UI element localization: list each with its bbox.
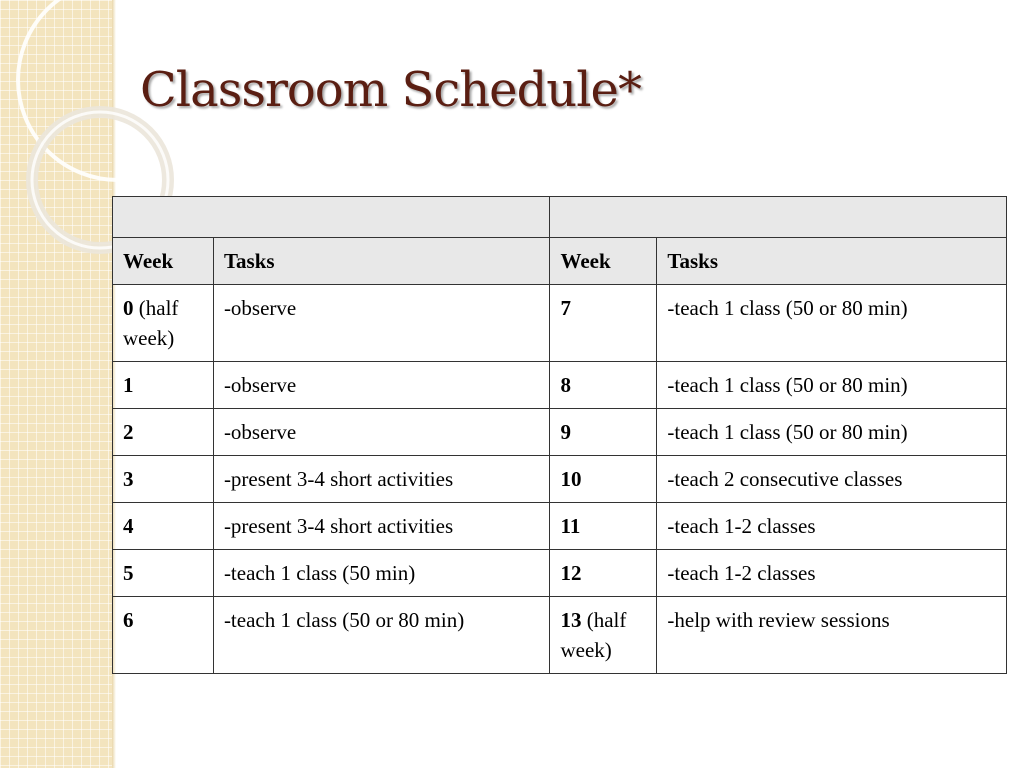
week-number: 10 [560,467,582,491]
week-number: 5 [123,561,134,585]
task-cell-left: -observe [213,409,550,456]
table-row [113,456,1007,503]
week-cell-right [550,597,657,674]
blank-cell-right [550,197,1007,238]
week-number: 2 [123,420,134,444]
header-tasks-right: Tasks [657,238,1007,285]
week-cell-right [550,362,657,409]
task-cell-right: -teach 1 class (50 or 80 min) [657,362,1007,409]
table-header-row [113,238,1007,285]
header-week-left: Week [113,238,214,285]
task-cell-left: -teach 1 class (50 or 80 min) [213,597,550,674]
header-tasks-left: Tasks [213,238,550,285]
week-cell-left [113,285,214,362]
task-cell-right: -teach 1-2 classes [657,550,1007,597]
week-number: 13 [560,608,582,632]
week-cell-left [113,503,214,550]
week-cell-left [113,456,214,503]
week-cell-right [550,409,657,456]
task-cell-left: -observe [213,285,550,362]
task-cell-right: -teach 1 class (50 or 80 min) [657,285,1007,362]
week-number: 3 [123,467,134,491]
week-number: 11 [560,514,581,538]
week-note: (half week) [560,608,627,662]
task-cell-right: -teach 1 class (50 or 80 min) [657,409,1007,456]
table-blank-row [113,197,1007,238]
week-cell-right [550,456,657,503]
schedule-table [112,196,1007,674]
week-number: 6 [123,608,134,632]
task-cell-left: -present 3-4 short activities [213,456,550,503]
week-cell-left [113,409,214,456]
week-number: 4 [123,514,134,538]
task-cell-left: -present 3-4 short activities [213,503,550,550]
week-number: 7 [560,296,571,320]
week-cell-right [550,550,657,597]
header-week-right: Week [550,238,657,285]
week-cell-left [113,550,214,597]
week-number: 12 [560,561,582,585]
table-row [113,409,1007,456]
blank-cell-left [113,197,550,238]
week-number: 0 [123,296,134,320]
task-cell-left: -teach 1 class (50 min) [213,550,550,597]
week-number: 1 [123,373,134,397]
table-row [113,503,1007,550]
task-cell-right: -teach 2 consecutive classes [657,456,1007,503]
week-number: 8 [560,373,571,397]
slide-title: Classroom Schedule* [140,62,641,118]
task-cell-right: -help with review sessions [657,597,1007,674]
task-cell-left: -observe [213,362,550,409]
week-cell-left [113,597,214,674]
table-row [113,597,1007,674]
table-row [113,285,1007,362]
week-number: 9 [560,420,571,444]
table-row [113,550,1007,597]
week-note: (half week) [123,296,179,350]
task-cell-right: -teach 1-2 classes [657,503,1007,550]
week-cell-right [550,503,657,550]
week-cell-right [550,285,657,362]
table-row [113,362,1007,409]
week-cell-left [113,362,214,409]
